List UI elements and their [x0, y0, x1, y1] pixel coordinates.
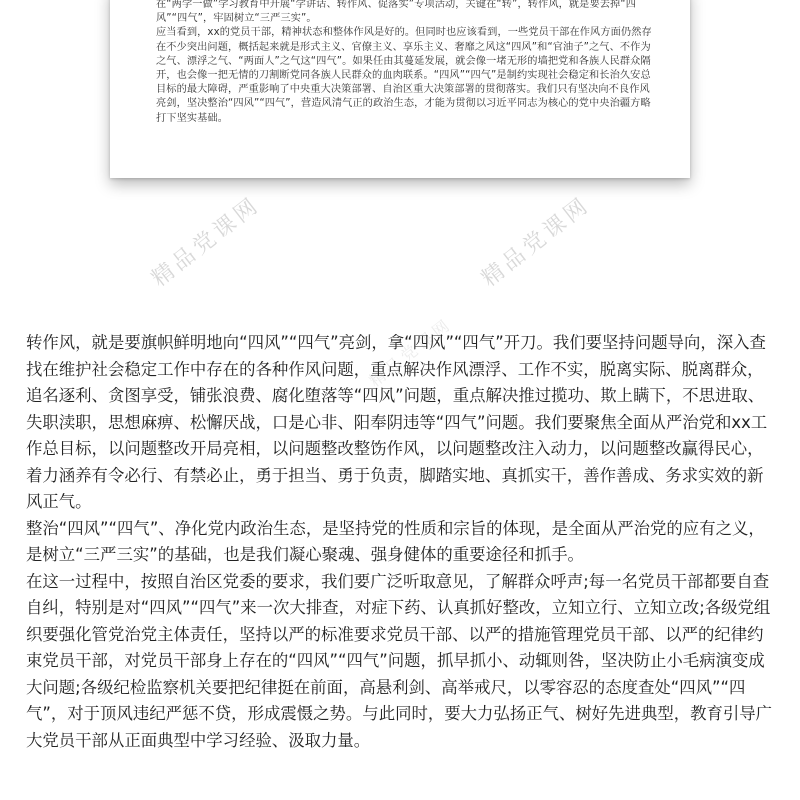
preview-paragraph-1: 在“两学一做”学习教育中开展“学讲话、转作风、促落实”专项活动，关键在“转”，转作风，就是要去掉“四风”“四气”，牢固树立“三严三实”。	[156, 0, 637, 25]
watermark-left: 精品党课网	[147, 192, 266, 292]
document-body	[26, 330, 778, 754]
preview-text	[156, 0, 656, 126]
body-paragraph-3: 在这一过程中，按照自治区党委的要求，我们要广泛听取意见，了解群众呼声;每一名党员干部都要自查自纠，特别是对“四风”“四气”来一次大排查，对症下药、认真抓好整改，立知立行、立知立改;各级党组织要强化管党治党主体责任，坚持以严的标准要求党员干部、以严的措施管理党员干部、以严的纪律约束党员干部，对党员干部身上存在的“四风”“四气”问题，抓早抓小、动辄则咎，坚决防止小毛病演变成大问题;各级纪检监察机关要把纪律挺在前面，高悬利剑、高举戒尺，以零容忍的态度查处“四风”“四气”，对于顶风违纪严惩不贷，形成震慑之势。与此同时，要大力弘扬正气、树好先进典型，教育引导广大党员干部从正面典型中学习经验、汲取力量。	[26, 571, 773, 750]
document-page-preview	[110, 0, 690, 178]
body-paragraph-2: 整治“四风”“四气”、净化党内政治生态，是坚持党的性质和宗旨的体现，是全面从严治党的应有之义，是树立“三严三实”的基础，也是我们凝心聚魂、强身健体的重要途径和抓手。	[26, 518, 765, 564]
watermark-center: 精品党课网	[365, 314, 456, 391]
body-paragraph-1: 转作风，就是要旗帜鲜明地向“四风”“四气”亮剑，拿“四风”“四气”开刀。我们要坚持问题导向，深入查找在维护社会稳定工作中存在的各种作风问题，重点解决作风漂浮、工作不实，脱离实际、脱离群众，追名逐利、贪图享受，铺张浪费、腐化堕落等“四风”问题，重点解决推过揽功、欺上瞒下，不思进取、失职渎职，思想麻痹、松懈厌战，口是心非、阳奉阴违等“四气”问题。我们要聚焦全面从严治党和xx工作总目标，以问题整改开局亮相，以问题整改整饬作风，以问题整改注入动力，以问题整改赢得民心，着力涵养有令必行、有禁必止，勇于担当、勇于负责，脚踏实地、真抓实干，善作善成、务求实效的新风正气。	[26, 333, 768, 511]
preview-paragraph-2: 应当看到，xx的党员干部，精神状态和整体作风是好的。但同时也应该看到，一些党员干部在作风方面仍然存在不少突出问题，概括起来就是形式主义、官僚主义、享乐主义、奢靡之风这“四风”和“官油子”之气、不作为之气、漂浮之气、“两面人”之气这“四气”。如果任由其蔓延发展，就会像一堵无形的墙把党和各族人民群众隔开，也会像一把无情的刀割断党同各族人民群众的血肉联系。“四风”“四气”是制约实现社会稳定和长治久安总目标的最大障碍，严重影响了中央重大决策部署、自治区重大决策部署的贯彻落实。我们只有坚决向不良作风亮剑，坚决整治“四风”“四气”，营造风清气正的政治生态，才能为贯彻以习近平同志为核心的党中央治疆方略打下坚实基础。	[156, 27, 652, 124]
watermark-right: 精品党课网	[477, 192, 596, 292]
